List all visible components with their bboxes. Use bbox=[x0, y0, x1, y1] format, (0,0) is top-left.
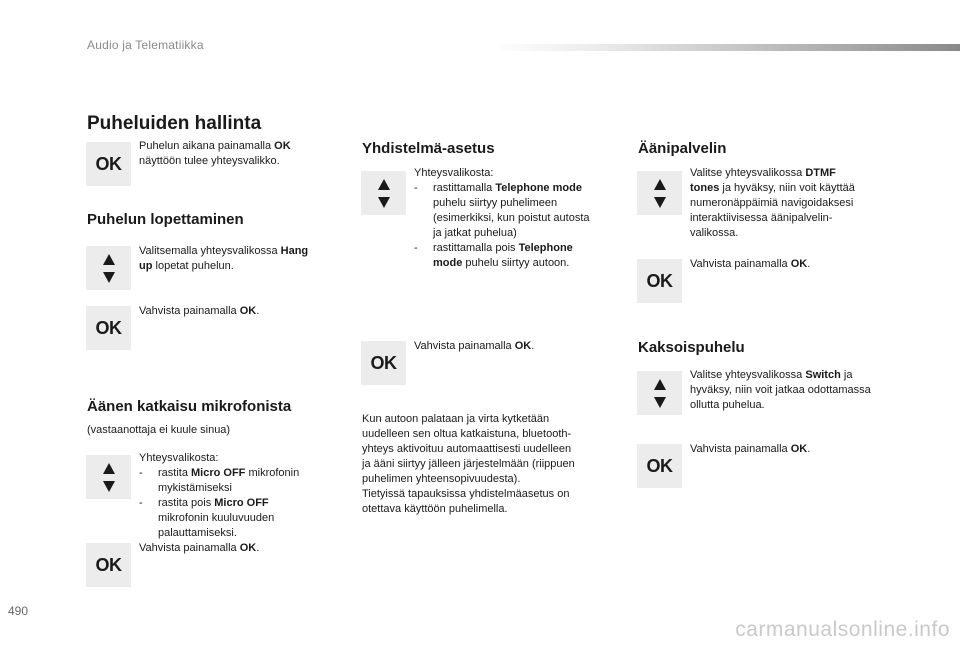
end-call-text: Valitsemalla yhteysvalikossa Hang up lopetat puhelun. bbox=[139, 245, 309, 272]
arrow-down-icon bbox=[103, 481, 115, 492]
arrow-up-icon bbox=[378, 179, 390, 190]
voice-server-text: Valitse yhteysvalikossa DTMF tones ja hyväksy, niin voit käyttää numeronäppäimiä navigoidaksesi interaktiivisessa äänipalvelin- valikossa. bbox=[690, 167, 855, 239]
intro-text: Puhelun aikana painamalla OK näyttöön tulee yhteysvalikko. bbox=[139, 140, 291, 167]
ok-button-icon: OK bbox=[361, 341, 406, 385]
section-title-voice-server: Äänipalvelin bbox=[638, 140, 727, 157]
up-down-arrows-icon bbox=[86, 246, 131, 290]
mute-subtitle: (vastaanottaja ei kuule sinua) bbox=[87, 424, 231, 436]
combined-confirm-text: Vahvista painamalla OK. bbox=[414, 340, 535, 352]
section-title-call-management: Puheluiden hallinta bbox=[87, 113, 262, 134]
double-call-confirm-text: Vahvista painamalla OK. bbox=[690, 443, 811, 455]
mute-menu-text: Yhteysvalikosta: - rastita Micro OFF mikrofonin mykistämiseksi - rastita pois Micro OFF mikrofonin kuuluvuuden palauttamiseksi. bbox=[139, 452, 300, 539]
up-down-arrows-icon bbox=[637, 371, 682, 415]
header-gradient-bar bbox=[490, 44, 960, 51]
up-down-arrows-icon bbox=[637, 171, 682, 215]
ok-button-icon: OK bbox=[86, 543, 131, 587]
ok-button-icon bbox=[86, 142, 131, 186]
arrow-up-icon bbox=[654, 179, 666, 190]
arrow-up-icon bbox=[103, 254, 115, 265]
up-down-arrows-icon bbox=[361, 171, 406, 215]
arrow-down-icon bbox=[654, 197, 666, 208]
double-call-text: Valitse yhteysvalikossa Switch ja hyväksy, niin voit jatkaa odottamassa ollutta puhelua. bbox=[690, 369, 871, 411]
arrow-down-icon bbox=[378, 197, 390, 208]
combined-note: Kun autoon palataan ja virta kytketään uudelleen sen oltua katkaistuna, bluetooth- yhteys aktivoituu automaattisesti uudelleen ja ääni siirtyy jälleen järjestelmään (riippuen puhelimen yhteensopivuudesta). Tietyissä tapauksissa yhdistelmäasetus on otettava käyttöön puhelimella. bbox=[362, 413, 575, 515]
arrow-down-icon bbox=[654, 397, 666, 408]
section-title-end-call: Puhelun lopettaminen bbox=[87, 211, 244, 228]
arrow-down-icon bbox=[103, 272, 115, 283]
header-title: Audio ja Telematiikka bbox=[87, 38, 204, 52]
end-call-confirm-text: Vahvista painamalla OK. bbox=[139, 305, 260, 317]
watermark: carmanualsonline.info bbox=[735, 618, 950, 641]
ok-button-icon: OK bbox=[637, 259, 682, 303]
ok-button-icon: OK bbox=[637, 444, 682, 488]
voice-server-confirm-text: Vahvista painamalla OK. bbox=[690, 258, 811, 270]
section-title-combined-setting: Yhdistelmä-asetus bbox=[362, 140, 495, 157]
page-number: 490 bbox=[8, 604, 29, 618]
ok-label: OK bbox=[95, 153, 122, 174]
section-title-mute: Äänen katkaisu mikrofonista bbox=[87, 398, 292, 415]
up-down-arrows-icon bbox=[86, 455, 131, 499]
arrow-up-icon bbox=[103, 463, 115, 474]
section-title-double-call: Kaksoispuhelu bbox=[638, 339, 745, 356]
ok-button-icon: OK bbox=[86, 306, 131, 350]
combined-menu-text: Yhteysvalikosta: - rastittamalla Telephone mode puhelu siirtyy puhelimeen (esimerkiksi, kun poistut autosta ja jatkat puhelua) - rastittamalla pois Telephone mode puhelu siirtyy autoon. bbox=[414, 167, 590, 269]
arrow-up-icon bbox=[654, 379, 666, 390]
mute-confirm-text: Vahvista painamalla OK. bbox=[139, 542, 260, 554]
